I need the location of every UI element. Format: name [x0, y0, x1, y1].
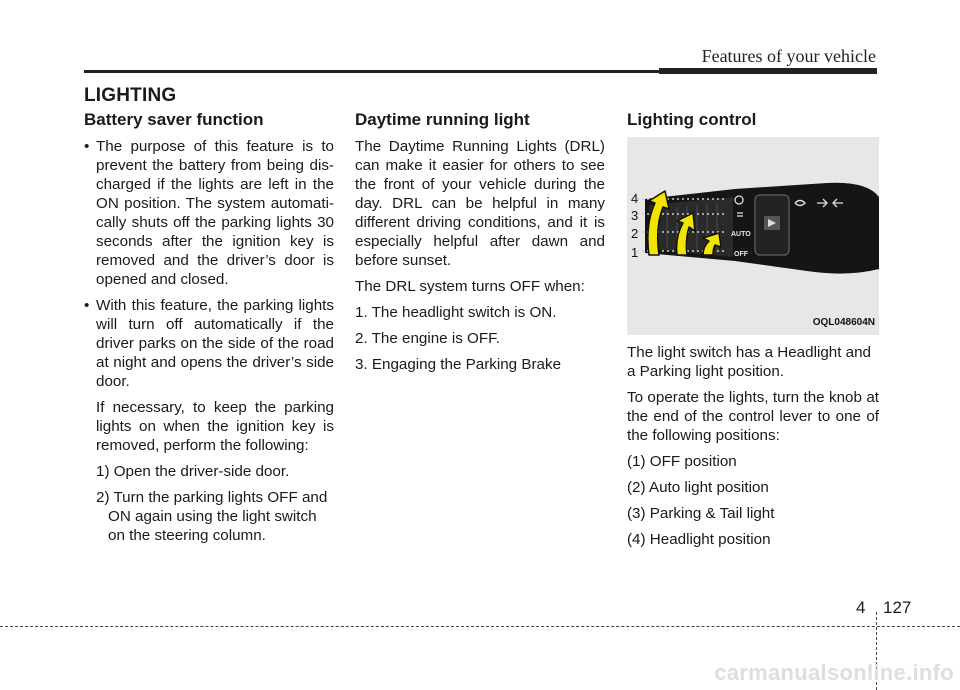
bullet-dot-icon: •: [84, 297, 90, 314]
list-item: 2. The engine is OFF.: [355, 330, 500, 347]
lighting-desc: To operate the lights, turn the knob at the end of the control lever to one of the following positions:: [627, 389, 879, 444]
bullet-dot-icon: •: [84, 138, 90, 155]
position-number: 3: [631, 208, 639, 223]
bullet-item: [84, 137, 334, 289]
position-number: 4: [631, 191, 639, 206]
step-item: 1) Open the driver-side door.: [96, 463, 290, 480]
figure-caption: OQL048604N: [812, 317, 875, 328]
running-header: Features of your vehicle: [701, 46, 876, 66]
drl-off-when: The DRL system turns OFF when:: [355, 278, 585, 295]
header-rule-accent: [659, 68, 877, 74]
chapter-number: 4: [856, 598, 866, 617]
step-item: 2) Turn the parking lights OFF and ON again using the light switch on the steering column.: [96, 489, 328, 544]
watermark: carmanualsonline.info: [714, 660, 954, 685]
list-item: (4) Headlight position: [627, 531, 771, 548]
battery-saver-heading: Battery saver function: [84, 110, 264, 129]
header-rule: [84, 70, 659, 73]
auto-label: AUTO: [731, 231, 751, 238]
lighting-control-heading: Lighting control: [627, 110, 757, 129]
battery-saver-column: [84, 110, 334, 552]
list-item: (1) OFF position: [627, 453, 737, 470]
bullet-text: The purpose of this feature is to prevent the battery from being dis-charged if the lights are left in the ON position. The system automati-cally shuts off the parking lights 30 seconds after the ignition key is removed and the driver’s door is opened and closed.: [96, 138, 334, 288]
list-item: (2) Auto light position: [627, 479, 769, 496]
page-number: 127: [883, 598, 912, 617]
off-label: OFF: [734, 251, 748, 258]
battery-saver-note: If necessary, to keep the parking lights on when the ignition key is removed, perform the following:: [96, 399, 334, 454]
lighting-control-column: [627, 110, 879, 556]
light-switch-figure: [627, 137, 879, 335]
drl-column: [355, 110, 605, 381]
light-switch-illustration: [627, 137, 879, 335]
bullet-item: [84, 296, 334, 391]
section-title: LIGHTING: [84, 85, 177, 106]
list-item: (3) Parking & Tail light: [627, 505, 775, 522]
lighting-desc: The light switch has a Headlight and a Parking light position.: [627, 344, 871, 380]
footer-rule: [0, 626, 960, 627]
list-item: 3. Engaging the Parking Brake: [355, 356, 562, 373]
list-item: 1. The headlight switch is ON.: [355, 304, 557, 321]
drl-intro: The Daytime Running Lights (DRL) can make it easier for others to see the front of your vehicle during the day. DRL can be helpful in many different driving conditions, and it is especially helpful after dawn and before sunset.: [355, 138, 605, 269]
bullet-text: With this feature, the parking lights will turn off automatically if the driver parks on the side of the road at night and opens the driver’s side door.: [96, 297, 334, 390]
drl-heading: Daytime running light: [355, 110, 530, 129]
position-number: 2: [631, 226, 639, 241]
position-number: 1: [631, 245, 639, 260]
